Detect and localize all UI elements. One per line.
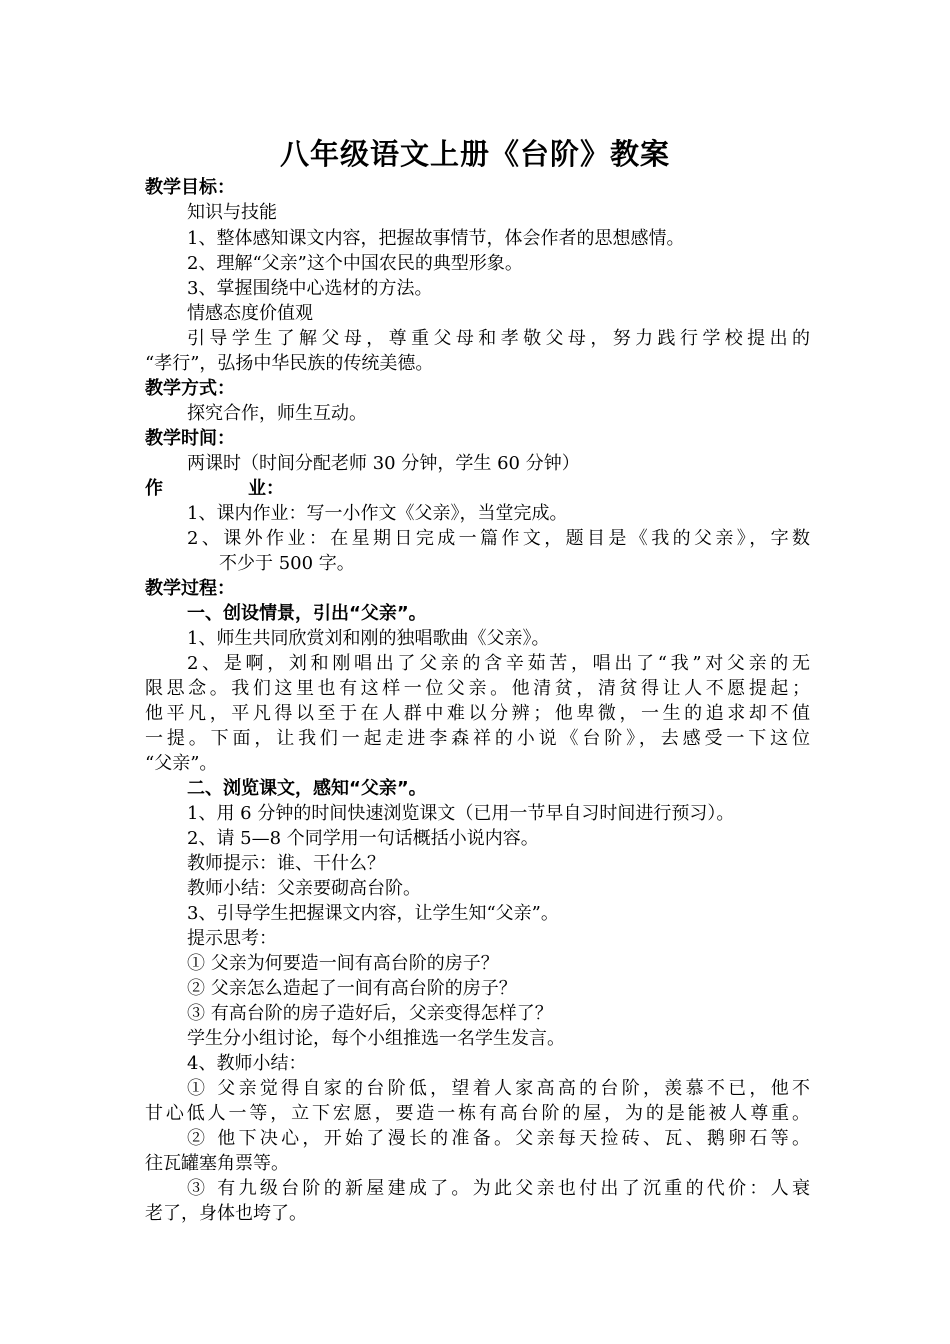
section1-p2-line-4: 一提。下面，让我们一起走进李森祥的小说《台阶》，去感受一下这位 [145,728,810,749]
emotion-line-2: “孝行”，弘扬中华民族的传统美德。 [145,353,434,374]
section2-summary: 教师小结：父亲要砌高台阶。 [187,878,421,899]
section1-p2-line-1: 2、是啊，刘和刚唱出了父亲的含辛茹苦，唱出了“我”对父亲的无 [187,653,810,674]
goal-item-2: 2、理解“父亲”这个中国农民的典型形象。 [187,253,523,274]
emotion-line-1: 引导学生了解父母，尊重父母和孝敬父母，努力践行学校提出的 [187,328,810,349]
section2-a2-line-1: ② 他下决心，开始了漫长的准备。父亲每天捡砖、瓦、鹅卵石等。 [187,1128,810,1149]
section1-p2-line-2: 限思念。我们这里也有这样一位父亲。他清贫，清贫得让人不愿提起； [145,678,810,699]
section2-a1-line-1: ① 父亲觉得自家的台阶低，望着人家高高的台阶，羡慕不已，他不 [187,1078,810,1099]
section2-discuss: 学生分小组讨论，每个小组推选一名学生发言。 [187,1028,565,1049]
section2-a3-line-1: ③ 有九级台阶的新屋建成了。为此父亲也付出了沉重的代价：人衰 [187,1178,810,1199]
section2-p3: 3、引导学生把握课文内容，让学生知“父亲”。 [187,903,559,924]
section2-q1: ① 父亲为何要造一间有高台阶的房子？ [187,953,499,974]
section2-heading: 二、浏览课文，感知“父亲”。 [187,778,427,799]
section2-think: 提示思考： [187,928,277,949]
time-text: 两课时（时间分配老师 30 分钟，学生 60 分钟） [187,453,580,474]
section2-a1-line-2: 甘心低人一等，立下宏愿，要造一栋有高台阶的屋，为的是能被人尊重。 [145,1103,810,1124]
document-title: 八年级语文上册《台阶》教案 [279,137,670,171]
method-text: 探究合作，师生互动。 [187,403,367,424]
homework-item-2-line-1: 2、课外作业：在星期日完成一篇作文，题目是《我的父亲》，字数 [187,528,810,549]
goal-item-1: 1、整体感知课文内容，把握故事情节，体会作者的思想感情。 [187,228,685,249]
section2-p4: 4、教师小结： [187,1053,307,1074]
section1-p1: 1、师生共同欣赏刘和刚的独唱歌曲《父亲》。 [187,628,550,649]
homework-item-2-line-2: 不少于 500 字。 [219,553,355,574]
goal-item-3: 3、掌握围绕中心选材的方法。 [187,278,433,299]
homework-heading-a: 作 [145,478,163,499]
section2-q3: ③ 有高台阶的房子造好后，父亲变得怎样了？ [187,1003,553,1024]
section1-p2-line-5: “父亲”。 [145,753,218,774]
goals-heading: 教学目标： [145,177,235,198]
section2-p2: 2、请 5—8 个同学用一句话概括小说内容。 [187,828,539,849]
section2-q2: ② 父亲怎么造起了一间有高台阶的房子？ [187,978,517,999]
time-heading: 教学时间： [145,428,235,449]
section1-heading: 一、创设情景，引出“父亲”。 [187,603,427,624]
section2-a2-line-2: 往瓦罐塞角票等。 [145,1153,289,1174]
process-heading: 教学过程： [145,578,235,599]
knowledge-heading: 知识与技能 [187,202,277,223]
section1-p2-line-3: 他平凡，平凡得以至于在人群中难以分辨；他卑微，一生的追求却不值 [145,703,810,724]
emotion-heading: 情感态度价值观 [187,303,313,324]
homework-heading-b: 业： [248,478,284,499]
method-heading: 教学方式： [145,378,235,399]
section2-a3-line-2: 老了，身体也垮了。 [145,1203,307,1224]
section2-hint: 教师提示：谁、干什么？ [187,853,385,874]
section2-p1: 1、用 6 分钟的时间快速浏览课文（已用一节早自习时间进行预习）。 [187,803,735,824]
homework-item-1: 1、课内作业：写一小作文《父亲》，当堂完成。 [187,503,568,524]
